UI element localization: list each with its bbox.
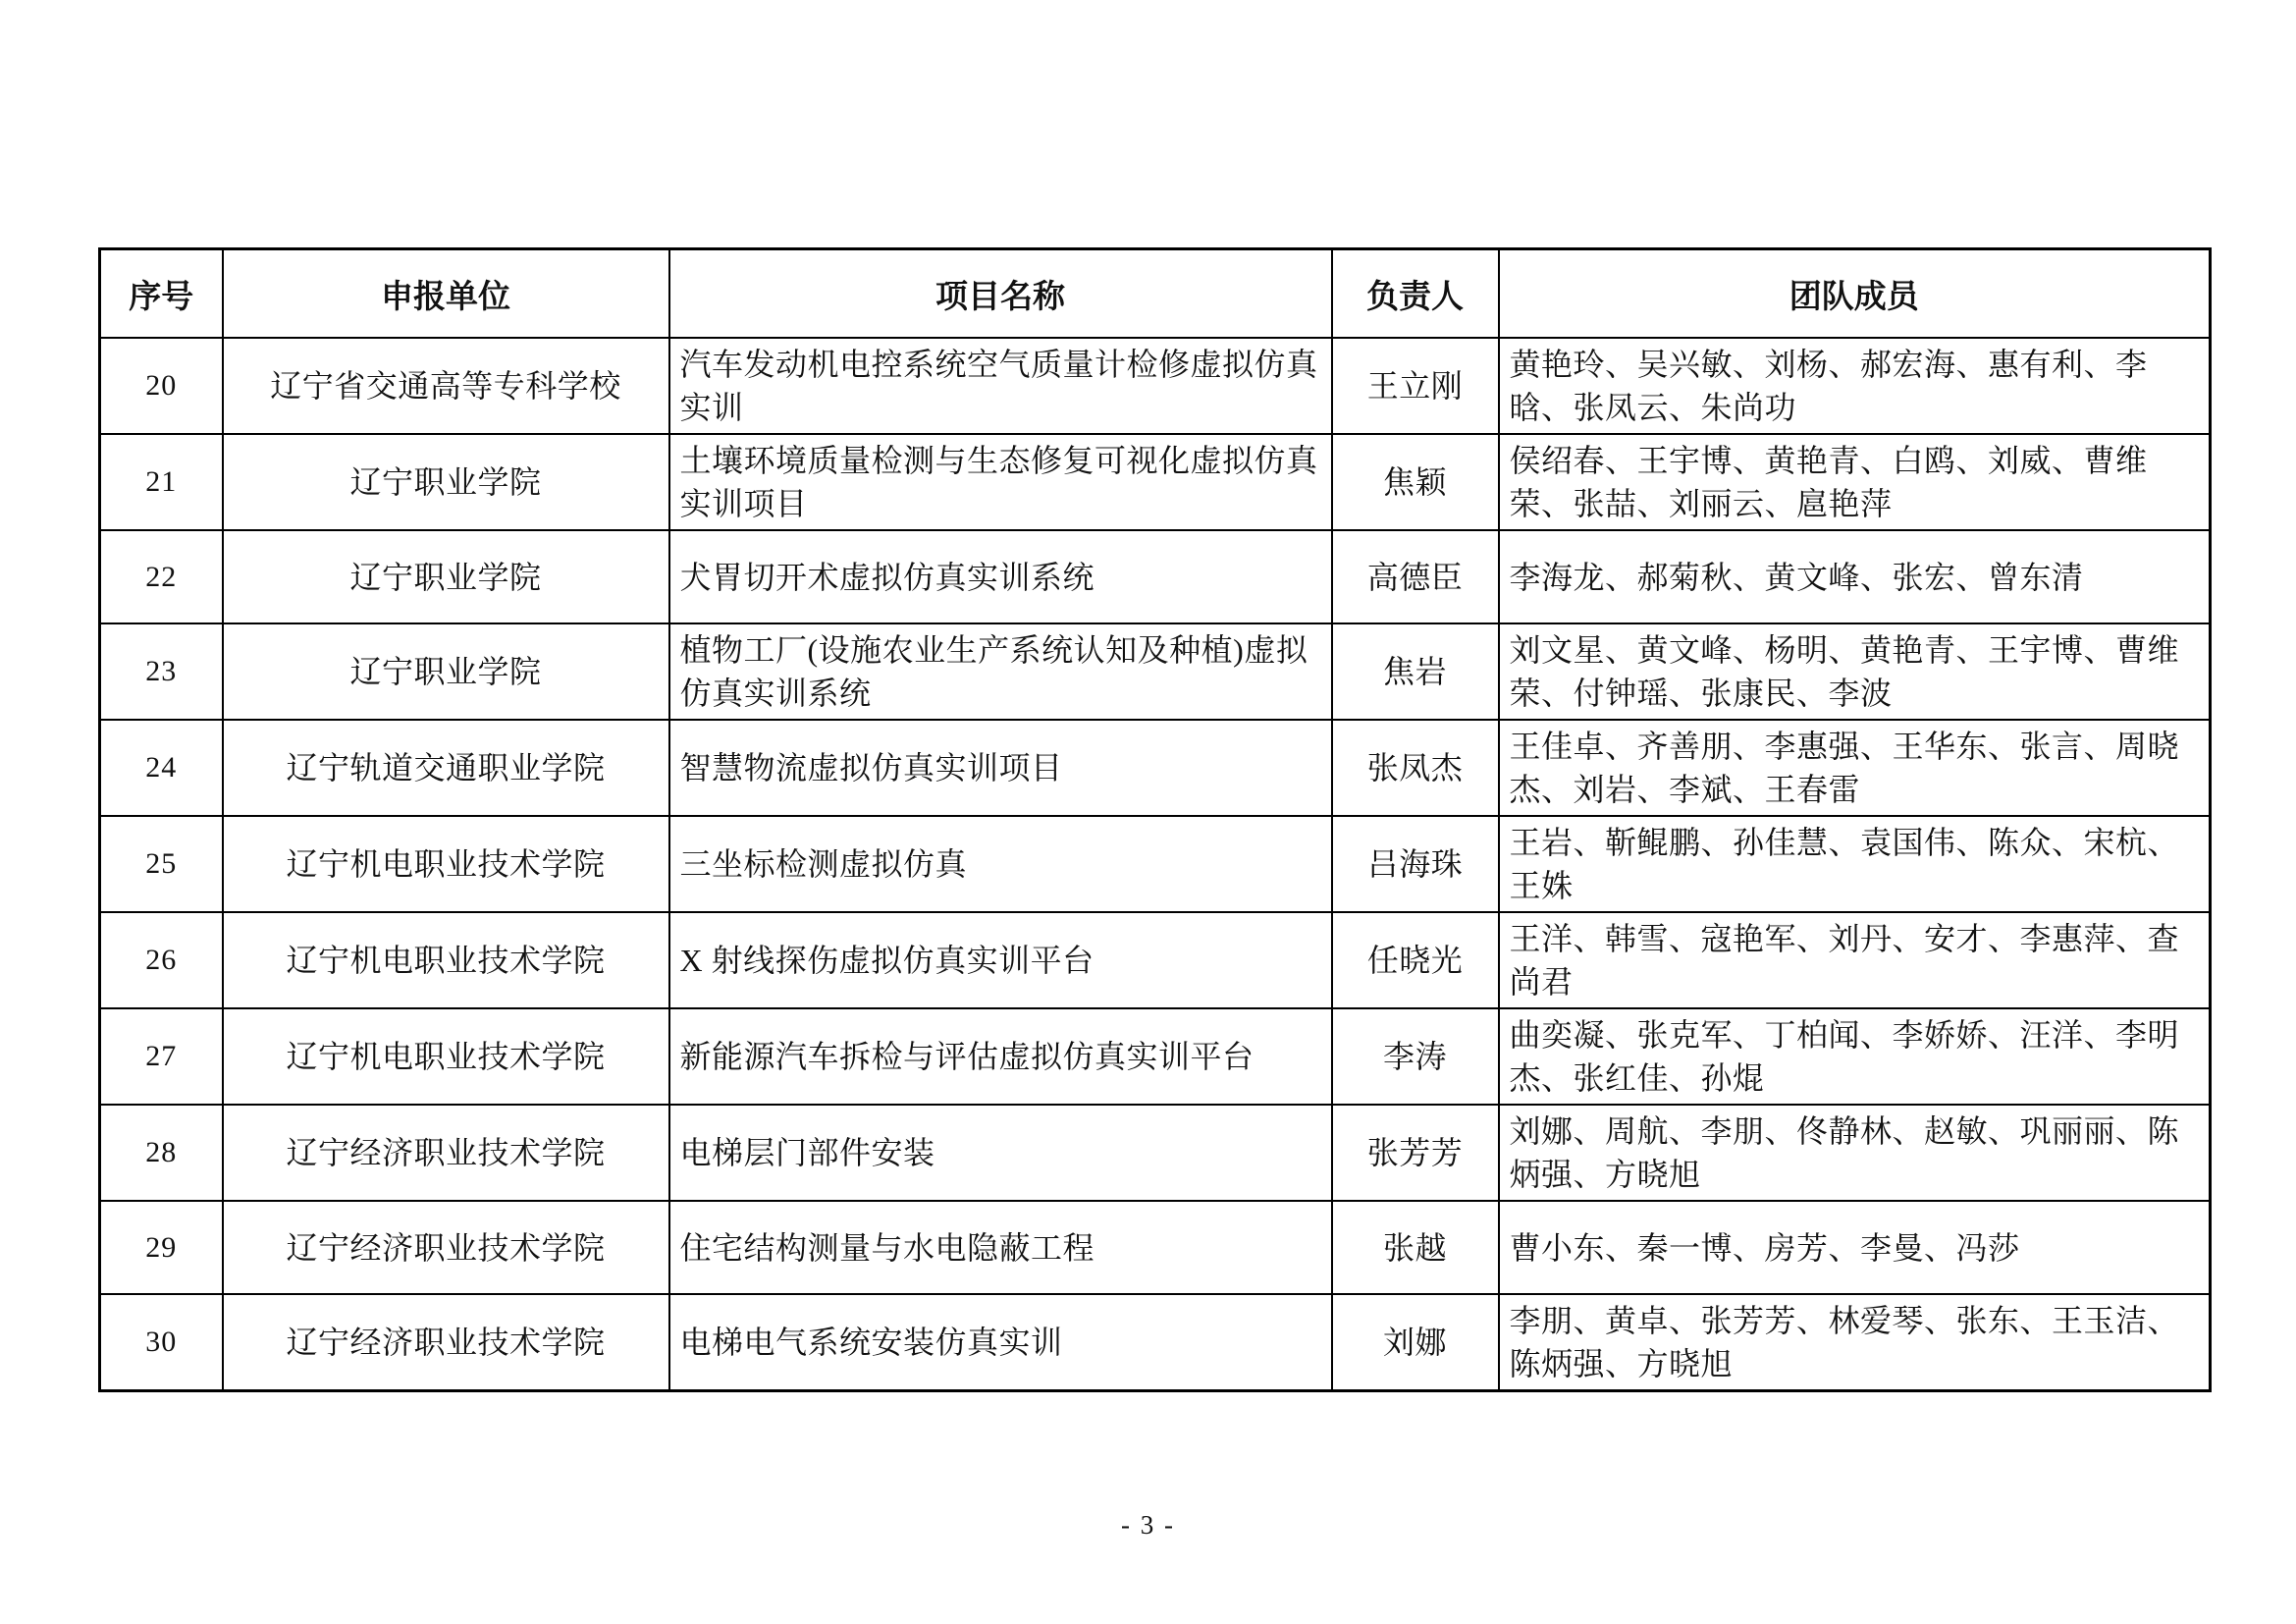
table-row (100, 816, 2211, 912)
cell-team-members: 李朋、黄卓、张芳芳、林爱琴、张东、王玉洁、陈炳强、方晓旭 (1499, 1294, 2211, 1391)
table-row (100, 530, 2211, 623)
table-row (100, 720, 2211, 816)
table-row (100, 1008, 2211, 1105)
cell-project-name: 智慧物流虚拟仿真实训项目 (669, 720, 1332, 816)
cell-leader: 李涛 (1332, 1008, 1499, 1105)
cell-project-name: 犬胃切开术虚拟仿真实训系统 (669, 530, 1332, 623)
cell-project-name: X 射线探伤虚拟仿真实训平台 (669, 912, 1332, 1008)
cell-serial-number: 23 (100, 623, 223, 720)
cell-serial-number: 29 (100, 1201, 223, 1294)
project-list-table (98, 247, 2212, 1392)
cell-project-name: 住宅结构测量与水电隐蔽工程 (669, 1201, 1332, 1294)
header-team-members: 团队成员 (1499, 249, 2211, 339)
cell-leader: 吕海珠 (1332, 816, 1499, 912)
cell-project-name: 新能源汽车拆检与评估虚拟仿真实训平台 (669, 1008, 1332, 1105)
cell-applicant-unit: 辽宁职业学院 (223, 623, 669, 720)
cell-project-name: 汽车发动机电控系统空气质量计检修虚拟仿真实训 (669, 338, 1332, 434)
table-row (100, 338, 2211, 434)
cell-leader: 张芳芳 (1332, 1105, 1499, 1201)
cell-team-members: 刘文星、黄文峰、杨明、黄艳青、王宇博、曹维荣、付钟瑶、张康民、李波 (1499, 623, 2211, 720)
cell-serial-number: 21 (100, 434, 223, 530)
cell-leader: 王立刚 (1332, 338, 1499, 434)
cell-team-members: 王洋、韩雪、寇艳军、刘丹、安才、李惠萍、查尚君 (1499, 912, 2211, 1008)
cell-serial-number: 27 (100, 1008, 223, 1105)
cell-leader: 刘娜 (1332, 1294, 1499, 1391)
header-applicant-unit: 申报单位 (223, 249, 669, 339)
cell-leader: 任晓光 (1332, 912, 1499, 1008)
cell-serial-number: 22 (100, 530, 223, 623)
cell-team-members: 刘娜、周航、李朋、佟静林、赵敏、巩丽丽、陈炳强、方晓旭 (1499, 1105, 2211, 1201)
cell-team-members: 曲奕凝、张克军、丁柏闻、李娇娇、汪洋、李明杰、张红佳、孙焜 (1499, 1008, 2211, 1105)
cell-project-name: 植物工厂(设施农业生产系统认知及种植)虚拟仿真实训系统 (669, 623, 1332, 720)
cell-team-members: 侯绍春、王宇博、黄艳青、白鸥、刘威、曹维荣、张喆、刘丽云、扈艳萍 (1499, 434, 2211, 530)
cell-project-name: 电梯层门部件安装 (669, 1105, 1332, 1201)
cell-applicant-unit: 辽宁轨道交通职业学院 (223, 720, 669, 816)
cell-applicant-unit: 辽宁职业学院 (223, 434, 669, 530)
cell-serial-number: 25 (100, 816, 223, 912)
table-row (100, 1105, 2211, 1201)
cell-leader: 高德臣 (1332, 530, 1499, 623)
cell-serial-number: 30 (100, 1294, 223, 1391)
cell-project-name: 电梯电气系统安装仿真实训 (669, 1294, 1332, 1391)
page-number: - 3 - (1121, 1510, 1175, 1540)
table-header-row (100, 249, 2211, 339)
cell-team-members: 王岩、靳鲲鹏、孙佳慧、袁国伟、陈众、宋杭、王姝 (1499, 816, 2211, 912)
header-project-name: 项目名称 (669, 249, 1332, 339)
cell-applicant-unit: 辽宁经济职业技术学院 (223, 1105, 669, 1201)
cell-serial-number: 28 (100, 1105, 223, 1201)
cell-serial-number: 20 (100, 338, 223, 434)
table-row (100, 1294, 2211, 1391)
cell-leader: 焦颖 (1332, 434, 1499, 530)
table-row (100, 1201, 2211, 1294)
table-row (100, 912, 2211, 1008)
table-row (100, 434, 2211, 530)
cell-applicant-unit: 辽宁机电职业技术学院 (223, 912, 669, 1008)
cell-applicant-unit: 辽宁机电职业技术学院 (223, 1008, 669, 1105)
cell-project-name: 土壤环境质量检测与生态修复可视化虚拟仿真实训项目 (669, 434, 1332, 530)
cell-applicant-unit: 辽宁经济职业技术学院 (223, 1294, 669, 1391)
cell-team-members: 曹小东、秦一博、房芳、李曼、冯莎 (1499, 1201, 2211, 1294)
cell-leader: 张越 (1332, 1201, 1499, 1294)
cell-leader: 张凤杰 (1332, 720, 1499, 816)
cell-serial-number: 24 (100, 720, 223, 816)
cell-applicant-unit: 辽宁经济职业技术学院 (223, 1201, 669, 1294)
cell-team-members: 黄艳玲、吴兴敏、刘杨、郝宏海、惠有利、李晗、张凤云、朱尚功 (1499, 338, 2211, 434)
cell-applicant-unit: 辽宁省交通高等专科学校 (223, 338, 669, 434)
cell-team-members: 李海龙、郝菊秋、黄文峰、张宏、曾东清 (1499, 530, 2211, 623)
cell-team-members: 王佳卓、齐善朋、李惠强、王华东、张言、周晓杰、刘岩、李斌、王春雷 (1499, 720, 2211, 816)
header-leader: 负责人 (1332, 249, 1499, 339)
table-row (100, 623, 2211, 720)
cell-leader: 焦岩 (1332, 623, 1499, 720)
header-serial-number: 序号 (100, 249, 223, 339)
cell-applicant-unit: 辽宁机电职业技术学院 (223, 816, 669, 912)
cell-project-name: 三坐标检测虚拟仿真 (669, 816, 1332, 912)
cell-applicant-unit: 辽宁职业学院 (223, 530, 669, 623)
cell-serial-number: 26 (100, 912, 223, 1008)
